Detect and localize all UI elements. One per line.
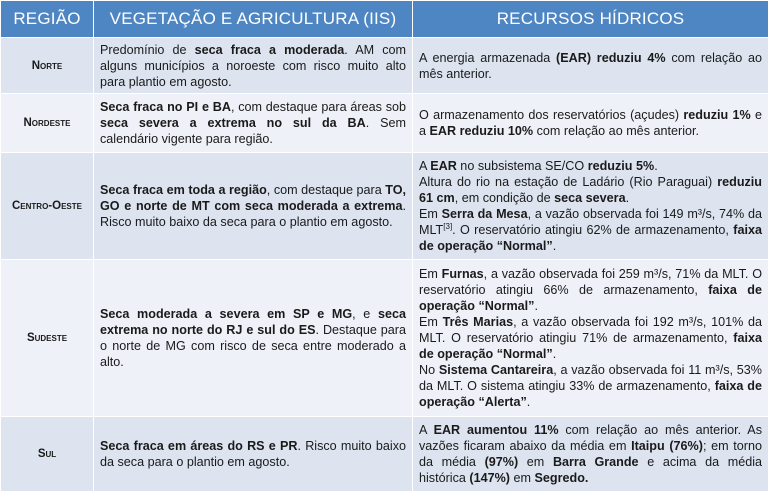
bold-text: Seca fraca em áreas do RS e PR — [100, 439, 298, 454]
text-run: O armazenamento dos reservatórios (açudes) — [419, 108, 684, 123]
header-row — [1, 1, 768, 38]
bold-text: Três Marias — [442, 315, 514, 330]
vegetation-cell — [94, 152, 413, 259]
text-run: . — [552, 238, 557, 253]
water-cell — [413, 152, 768, 259]
table-row-centro-oeste — [1, 152, 768, 259]
bold-text: Furnas — [441, 267, 484, 282]
bold-text: (147%) — [469, 471, 511, 486]
bold-text: reduziu 5% — [587, 158, 655, 173]
text-run: . AM com alguns municípios a noroeste com risco muito alto para plantio em agosto. — [100, 42, 406, 89]
region-cell: Sudeste — [1, 259, 94, 416]
text-run: , a vazão observada foi 259 m³/s, 71% da MLT. O reservatório atingiu 66% de armazenamento, — [419, 267, 762, 298]
text-run: No — [419, 363, 439, 378]
text-run: Em — [419, 315, 443, 330]
text-run: . Sem calendário vigente para região. — [100, 116, 406, 147]
bold-text: Seca fraca no PI e BA — [100, 100, 231, 115]
table-row-norte — [1, 38, 768, 94]
table-row-sudeste — [1, 259, 768, 416]
paragraph — [419, 174, 762, 206]
water-cell — [413, 417, 768, 492]
text-run: . — [654, 158, 658, 173]
header-water-resources: RECURSOS HÍDRICOS — [413, 1, 768, 38]
text-run: [3] — [443, 221, 453, 231]
paragraph — [419, 266, 762, 314]
water-cell — [413, 38, 768, 94]
header-vegetation: VEGETAÇÃO E AGRICULTURA (IIS) — [94, 1, 413, 38]
text-run: , em condição de — [454, 190, 555, 205]
text-run: A — [419, 423, 434, 438]
bold-text: TO, GO e norte de MT com seca moderada a extrema — [100, 182, 406, 213]
text-run: . Risco muito baixo da seca para o plantio em agosto. — [100, 198, 406, 229]
bold-text: EAR — [430, 158, 457, 173]
bold-text: seca extrema no norte do RJ e sul do ES — [100, 307, 406, 338]
text-run: . — [552, 347, 557, 362]
paragraph — [419, 314, 762, 362]
bold-text: (97%) — [484, 455, 519, 470]
paragraph — [419, 362, 762, 410]
bold-text: reduziu 1% — [683, 108, 751, 123]
bold-text: Seca moderada a severa em SP e MG — [100, 307, 353, 322]
bold-text: faixa de operação “Alerta” — [419, 379, 763, 410]
text-run: , a vazão observada foi 11 m³/s, 53% da MLT. O sistema atingiu 33% de armazenamento, — [419, 363, 762, 394]
text-run: A — [419, 158, 431, 173]
text-run: , a vazão observada foi 149 m³/s, 74% da MLT — [419, 206, 763, 237]
text-run: A energia armazenada — [419, 50, 557, 65]
bold-text: faixa de operação “Normal” — [419, 283, 762, 314]
region-cell: Norte — [1, 38, 94, 94]
paragraph — [419, 206, 762, 254]
vegetation-cell — [94, 38, 413, 94]
text-run: em — [518, 455, 553, 470]
text-run: , com destaque para — [266, 182, 386, 197]
text-run: com relação ao mês anterior. — [533, 124, 699, 139]
vegetation-cell — [94, 94, 413, 153]
text-run: com relação ao mês anterior. — [419, 50, 762, 81]
text-run: com relação ao mês anterior. As vazões ficaram abaixo da média em — [419, 423, 762, 454]
text-run: Altura do rio na estação de Ladário (Rio Paraguai) — [419, 174, 718, 189]
bold-text: seca severa — [554, 190, 626, 205]
region-cell: Sul — [1, 417, 94, 492]
bold-text: Seca fraca em toda a região — [100, 182, 267, 197]
table-row-nordeste — [1, 94, 768, 153]
region-cell: Nordeste — [1, 94, 94, 153]
text-run: Em — [419, 206, 442, 221]
vegetation-cell — [94, 259, 413, 416]
bold-text: Itaipu (76%) — [631, 439, 703, 454]
text-run: . — [625, 190, 630, 205]
bold-text: reduziu 61 cm — [419, 174, 762, 205]
text-run: no subsistema SE/CO — [456, 158, 588, 173]
bold-text: EAR aumentou 11% — [433, 423, 559, 438]
paragraph — [419, 158, 762, 174]
water-cell — [413, 259, 768, 416]
vegetation-cell — [94, 417, 413, 492]
text-run: . Risco muito baixo da seca para o plantio em agosto. — [100, 439, 407, 470]
text-run: , com destaque para áreas sob — [230, 100, 406, 115]
bold-text: seca fraca a moderada — [194, 42, 345, 57]
text-run: em — [510, 471, 535, 486]
bold-text: faixa de operação “Normal” — [419, 222, 762, 253]
region-cell: Centro-Oeste — [1, 152, 94, 259]
header-region: REGIÃO — [1, 1, 94, 38]
bold-text: EAR reduziu 10% — [429, 124, 534, 139]
text-run: ; em torno da média — [419, 439, 762, 470]
text-run: . — [534, 299, 538, 314]
bold-text: faixa de operação “Normal” — [419, 331, 762, 362]
text-run: . — [526, 395, 531, 410]
text-run: , a vazão observada foi 192 m³/s, 101% da MLT. O reservatório atingiu 71% de armazenamento, — [419, 315, 762, 346]
text-run: . Destaque para o norte de MG com risco de seca entre moderado a alto. — [100, 323, 406, 370]
text-run: Predomínio de — [100, 42, 195, 57]
table-row-sul — [1, 417, 768, 492]
bold-text: Barra Grande — [552, 455, 639, 470]
text-run: . O reservatório atingiu 62% de armazenamento, — [452, 222, 734, 237]
bold-text: Sistema Cantareira — [438, 363, 554, 378]
text-run: e a — [419, 108, 763, 139]
bold-text: seca severa a extrema no sul da BA — [100, 116, 366, 131]
text-run: e acima da média histórica — [419, 455, 763, 486]
text-run: Em — [419, 267, 442, 282]
text-run: , e — [352, 307, 378, 322]
bold-text: (EAR) reduziu 4% — [556, 50, 666, 65]
bold-text: Serra da Mesa — [441, 206, 528, 221]
bold-text: Segredo. — [534, 471, 589, 486]
water-cell — [413, 94, 768, 153]
